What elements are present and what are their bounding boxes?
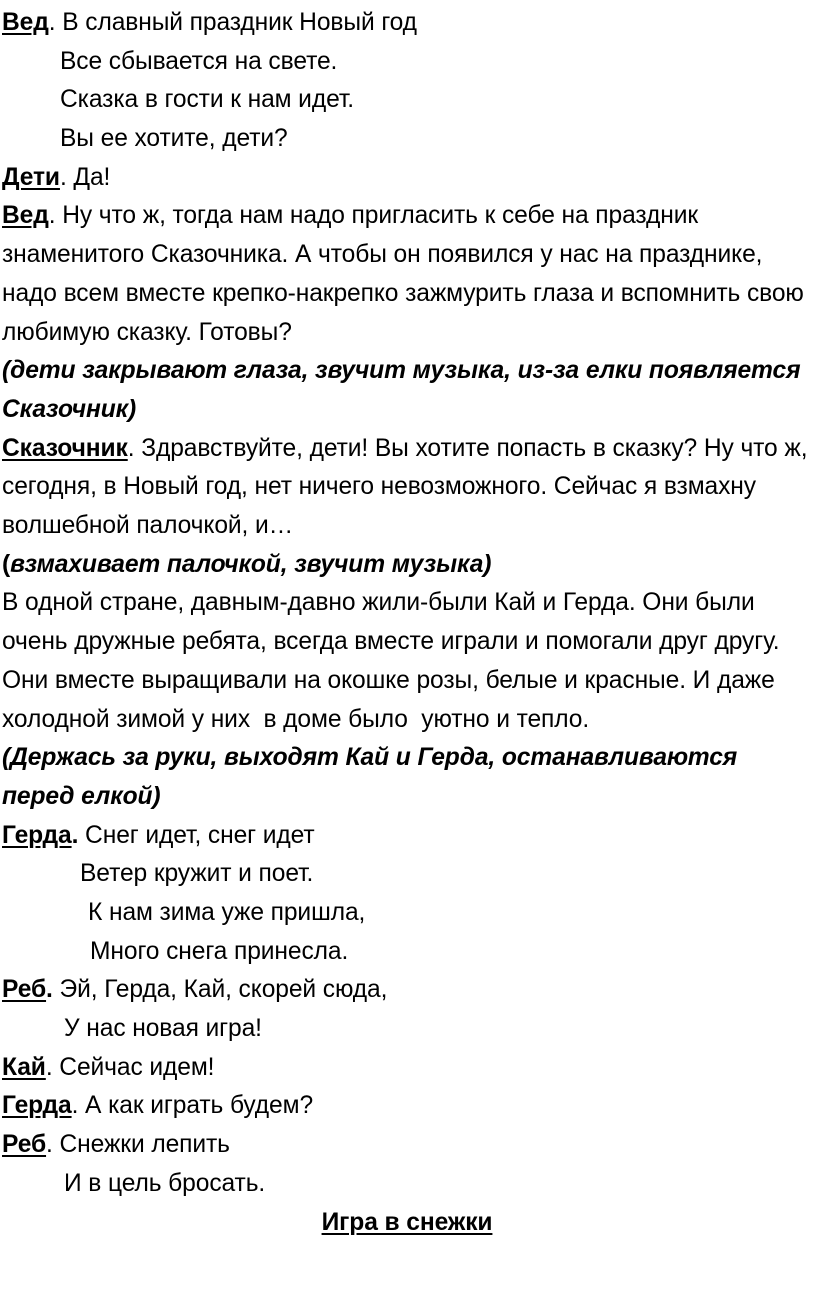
paren-open: ( [2, 550, 11, 578]
line-ved-1 [2, 4, 812, 43]
speech-text: . Снежки лепить [46, 1131, 230, 1159]
line-kai [2, 1049, 812, 1088]
speech-text: Снег идет, снег идет [78, 821, 315, 849]
speaker-label: Дети [2, 163, 60, 191]
speaker-label: Сказочник [2, 434, 128, 462]
verse-line: Много снега принесла. [90, 937, 349, 965]
verse-line: У нас новая игра! [64, 1015, 262, 1043]
speaker-label: Герда [2, 1092, 72, 1120]
line-reb-1 [2, 971, 812, 1010]
speech-text: . В славный праздник Новый год [48, 9, 417, 36]
speaker-label: Кай [2, 1053, 46, 1081]
narration-paragraph: В одной стране, давным-давно жили-были Кай и Герда. Они были очень дружные ребята, всегда вместе играли и помогали друг другу. Они вместе выращивали на окошке розы, белые и красные. И даже холодной зимой у них в доме было уютно и тепло. [2, 589, 787, 733]
verse-line: К нам зима уже пришла, [88, 899, 366, 927]
verse-line: И в цель бросать. [64, 1169, 266, 1197]
stage-direction-2 [2, 546, 812, 585]
speech-text: . Да! [59, 163, 111, 191]
stage-direction: (дети закрывают глаза, звучит музыка, из-за елки появляется Сказочник) [2, 357, 801, 423]
speaker-label: Реб [2, 1131, 47, 1159]
line-reb-2 [2, 1126, 812, 1165]
speaker-punct: . [71, 821, 79, 849]
verse-line: Ветер кружит и поет. [80, 860, 314, 888]
verse-line: Все сбывается на свете. [60, 47, 338, 75]
speaker-punct: . [46, 976, 53, 1004]
speaker-label: Реб [2, 976, 47, 1004]
paragraph-skazochnik [2, 430, 812, 546]
speech-text: . А как играть будем? [71, 1092, 314, 1120]
speaker-label: Герда [2, 821, 72, 849]
speaker-label: Вед [2, 202, 49, 230]
speech-text: . Здравствуйте, дети! Вы хотите попасть в сказку? Ну что ж, сегодня, в Новый год, нет ничего невозможного. Сейчас я взмахну волшебной палочкой, и… [2, 434, 808, 540]
stage-direction-text: взмахивает палочкой, звучит музыка) [10, 550, 492, 578]
verse-line: Сказка в гости к нам идет. [60, 86, 355, 114]
speech-text: . Ну что ж, тогда нам надо пригласить к себе на праздник знаменитого Сказочника. А чтобы он появился у нас на празднике, надо всем вместе крепко-накрепко зажмурить глаза и вспомнить свою любимую сказку. Готовы? [2, 202, 804, 346]
line-gerda-2 [2, 1087, 812, 1126]
speaker-label: Вед [2, 9, 49, 36]
line-deti [2, 159, 812, 198]
stage-direction-3: (Держась за руки, выходят Кай и Герда, останавливаются перед елкой) [2, 744, 738, 810]
verse-line: Вы ее хотите, дети? [60, 125, 288, 153]
speech-text: Эй, Герда, Кай, скорей сюда, [52, 976, 388, 1004]
speech-text: . Сейчас идем! [45, 1053, 215, 1081]
paragraph-ved-2 [2, 197, 812, 352]
section-title: Игра в снежки [321, 1208, 493, 1236]
line-gerda-1 [2, 817, 812, 856]
